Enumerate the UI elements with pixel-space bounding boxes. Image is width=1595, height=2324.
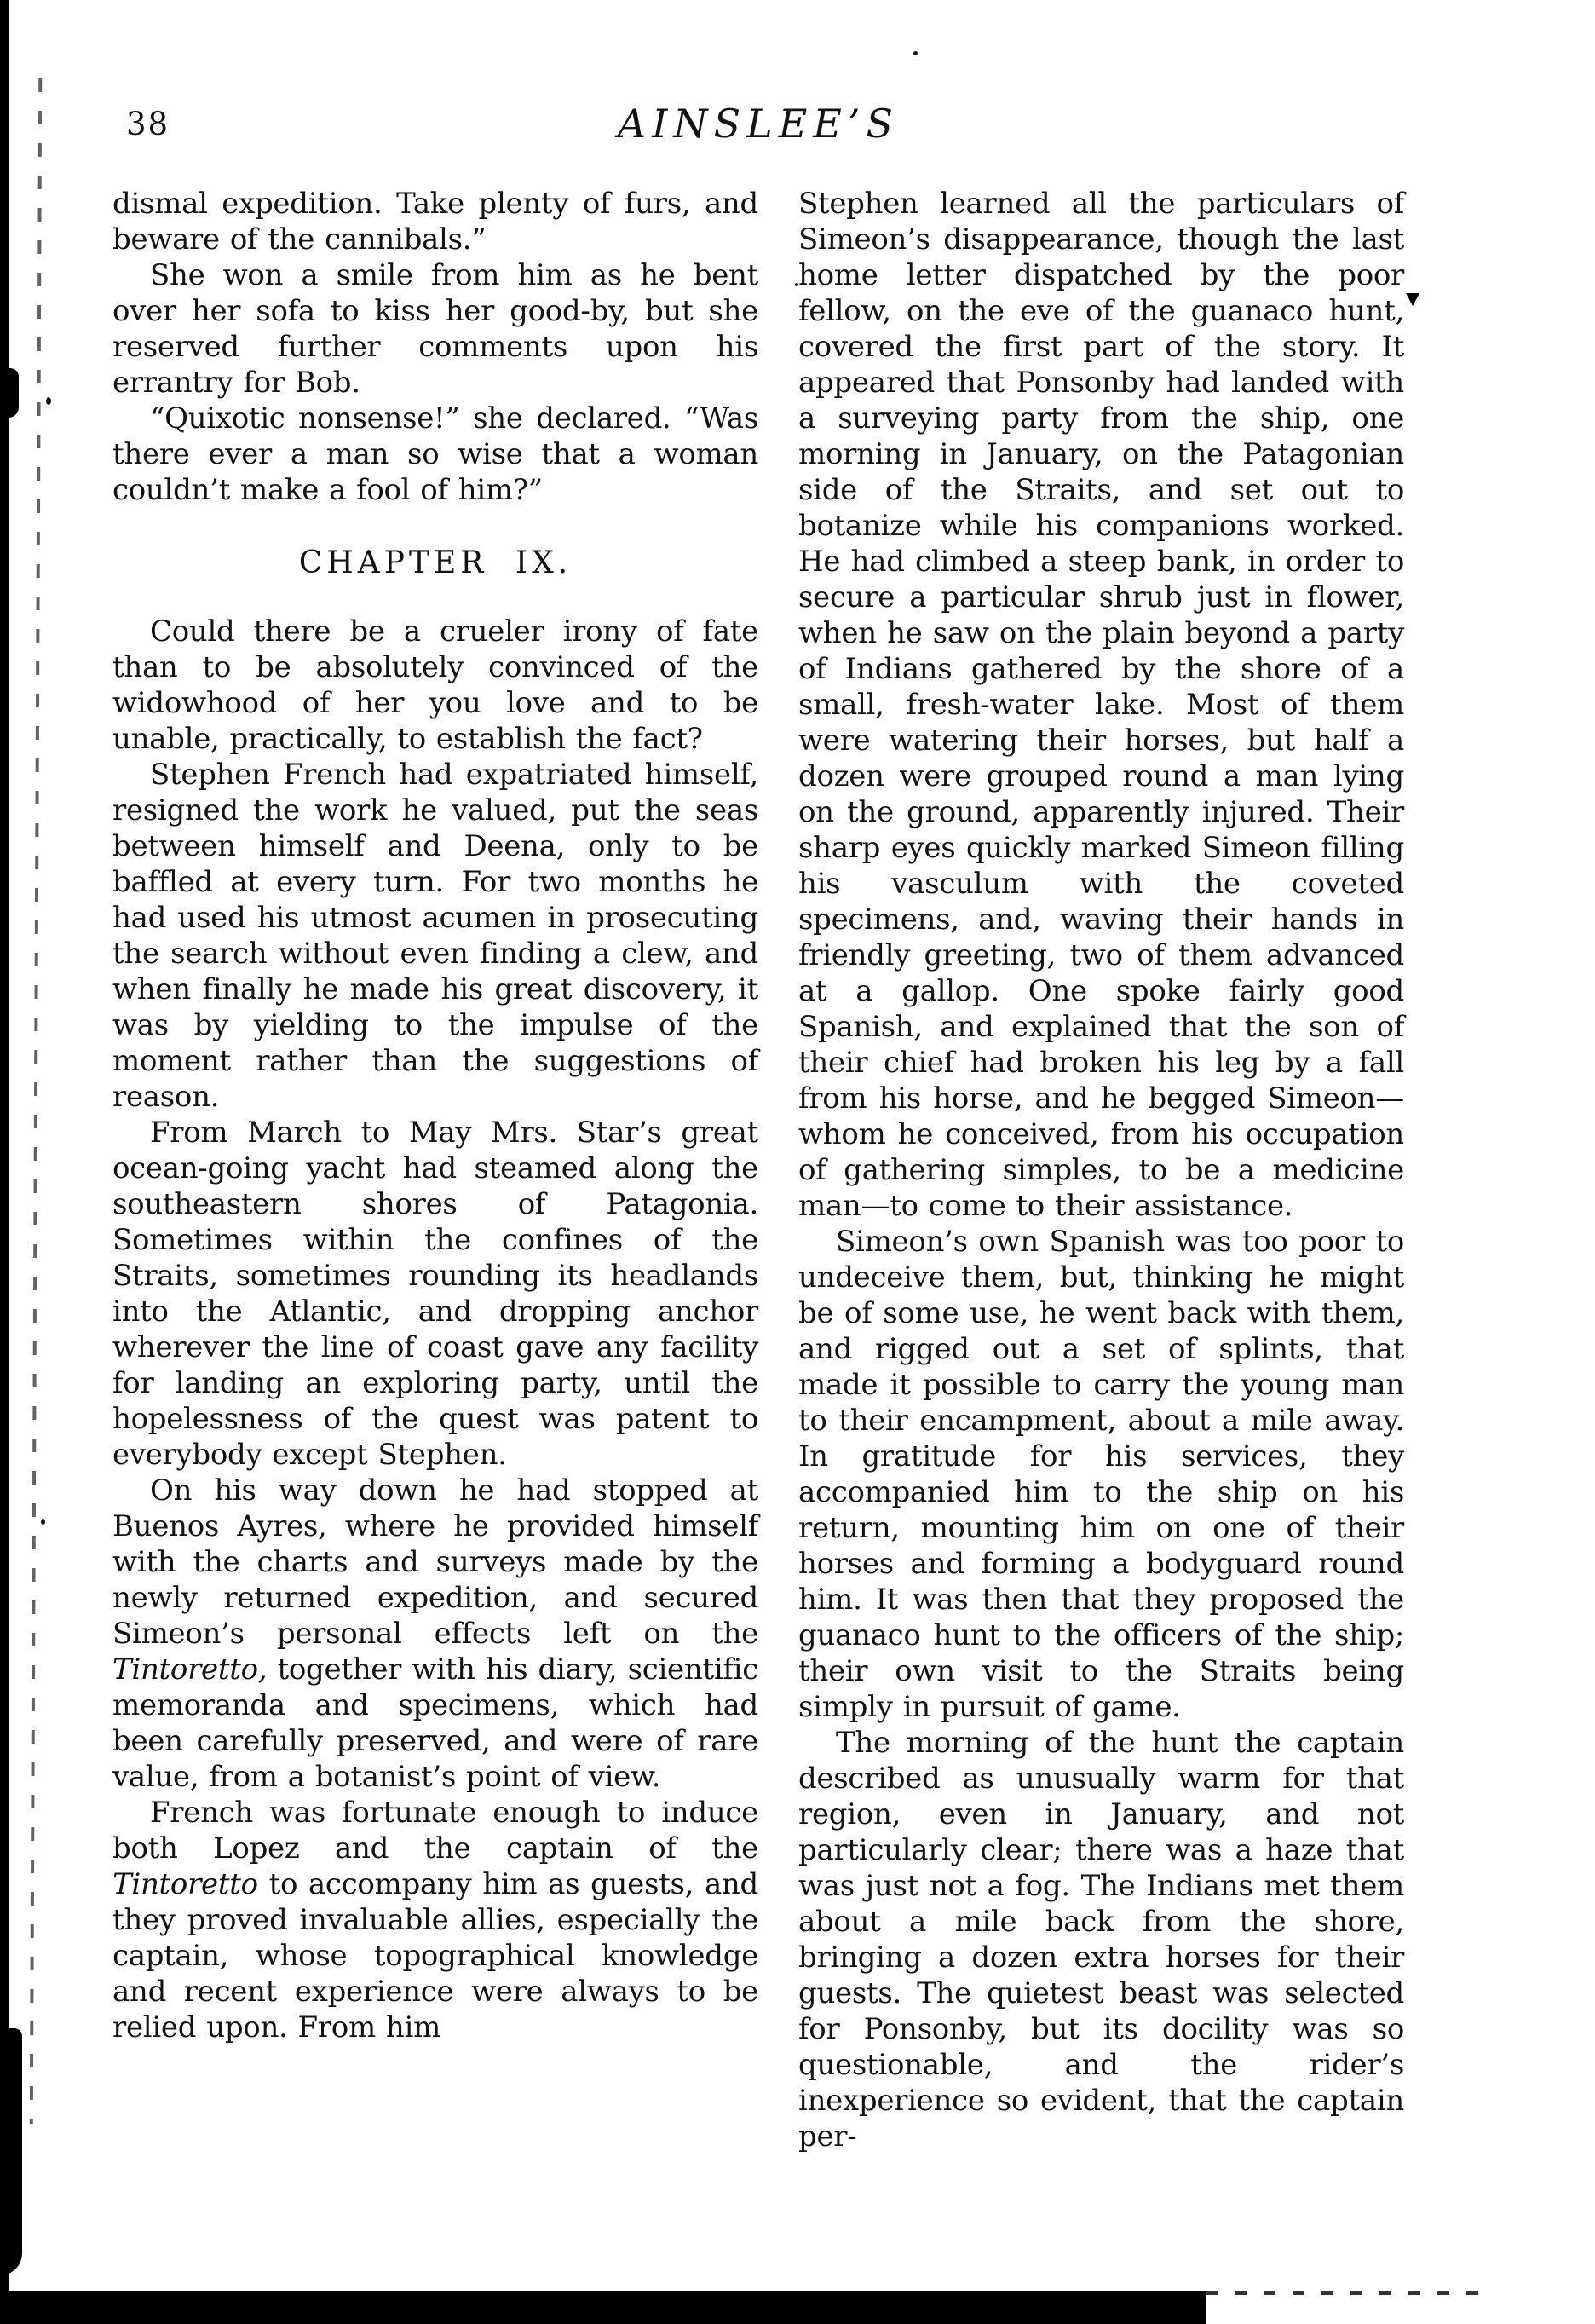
body-text: From March to May Mrs. Star’s great ocean-going yacht had steamed along the southeastern shores of Patagonia. Sometimes within the confines of the Straits, sometimes rounding its headlands into the Atlantic, and dropping anchor wherever the line of coast gave any facility for landing an exploring party, until the hopelessness of the quest was patent to everybody except Stephen. <box>112 1116 758 1472</box>
chapter-heading: CHAPTER IX. <box>298 545 573 580</box>
paragraph <box>112 401 758 508</box>
ink-speck <box>46 397 51 405</box>
ink-speck <box>913 51 918 55</box>
scan-bottom-line <box>1206 2291 1487 2295</box>
paragraph <box>112 614 758 757</box>
body-text: On his way down he had stopped at Buenos Ayres, where he provided himself with the charts and surveys made by the newly returned expedition, and secured Simeon’s personal effects left on the <box>112 1473 758 1651</box>
body-text: Stephen learned all the particulars of Simeon’s disappearance, though the last home letter dispatched by the poor fellow, on the eve of the guanaco hunt, covered the first part of the story. It appeared that Ponsonby had landed with a surveying party from the ship, one morning in January, on the Patagonian side of the Straits, and set out to botanize while his companions worked. He had climbed a steep bank, in order to secure a particular shrub just in flower, when he saw on the plain beyond a party of Indians gathered by the shore of a small, fresh-water lake. Most of them were watering their horses, but half a dozen were grouped round a man lying on the ground, apparently injured. Their sharp eyes quickly marked Simeon filling his vasculum with the coveted specimens, and, waving their hands in friendly greeting, two of them advanced at a gallop. One spoke fairly good Spanish, and explained that the son of their chief had broken his leg by a fall from his horse, and he begged Simeon—whom he conceived, from his occupation of gathering simples, to be a medicine man—to come to their assistance. <box>798 187 1404 1223</box>
paragraph <box>112 757 758 1115</box>
ink-speck <box>41 1519 45 1525</box>
page-number: 38 <box>126 106 170 142</box>
body-text: dismal expedition. Take plenty of furs, and beware of the cannibals.” <box>112 187 758 257</box>
body-text: The morning of the hunt the captain described as unusually warm for that region, even in January, and not particularly clear; there was a haze that was just not a fog. The Indians met them about a mile back from the shore, bringing a dozen extra horses for their guests. The quietest beast was selected for Ponsonby, but its docility was so questionable, and the rider’s inexperience so evident, that the captain per- <box>798 1726 1404 2154</box>
paragraph <box>112 1473 758 1795</box>
italic-text: Tintoretto, <box>112 1652 268 1687</box>
scan-edge-blob <box>5 368 19 418</box>
body-text: to accompany him as guests, and they proved invaluable allies, especially the captain, whose topographical knowledge and recent experience were always to be relied upon. From him <box>112 1867 758 2044</box>
body-text: Could there be a crueler irony of fate than to be absolutely convinced of the widowhood of her you love and to be unable, practically, to establish the fact? <box>112 614 758 756</box>
paragraph <box>798 186 1404 1224</box>
paragraph <box>112 1795 758 2045</box>
body-text: French was fortunate enough to induce both Lopez and the captain of the <box>112 1796 758 1866</box>
body-text: She won a smile from him as he bent over her sofa to kiss her good-by, but she reserved further comments upon his errantry for Bob. <box>112 258 758 400</box>
right-column <box>798 186 1404 2154</box>
text-columns <box>112 186 1404 2154</box>
running-title: AINSLEE’S <box>618 101 899 147</box>
left-column <box>112 186 758 2154</box>
scan-gutter-line <box>30 78 42 2124</box>
scan-binding-bar <box>0 0 9 2324</box>
scan-bottom-bar <box>0 2291 1206 2324</box>
paragraph <box>798 1224 1404 1725</box>
body-text: Stephen French had expatriated himself, resigned the work he valued, put the seas between himself and Deena, only to be baffled at every turn. For two months he had used his utmost acumen in prosecuting the search without even finding a clew, and when finally he made his great discovery, it was by yielding to the impulse of the moment rather than the suggestions of reason. <box>112 758 758 1114</box>
body-text: Simeon’s own Spanish was too poor to undeceive them, but, thinking he might be of some use, he went back with them, and rigged out a set of splints, that made it possible to carry the young man to their encampment, about a mile away. In gratitude for his services, they accompanied him to the ship on his return, mounting him on one of their horses and forming a bodyguard round him. It was then that they proposed the guanaco hunt to the officers of the ship; their own visit to the Straits being simply in pursuit of game. <box>798 1225 1404 1724</box>
italic-text: Tintoretto <box>112 1867 258 1901</box>
paragraph <box>798 1725 1404 2154</box>
paragraph <box>112 1115 758 1473</box>
ink-smudge-icon <box>1406 293 1419 306</box>
paragraph <box>112 257 758 401</box>
scan-edge-blob <box>0 2028 22 2275</box>
body-text: “Quixotic nonsense!” she declared. “Was there ever a man so wise that a woman couldn’t make a fool of him?” <box>112 401 758 507</box>
paragraph <box>112 186 758 257</box>
body-text: together with his diary, scientific memoranda and specimens, which had been carefully preserved, and were of rare value, from a botanist’s point of view. <box>112 1652 758 1794</box>
